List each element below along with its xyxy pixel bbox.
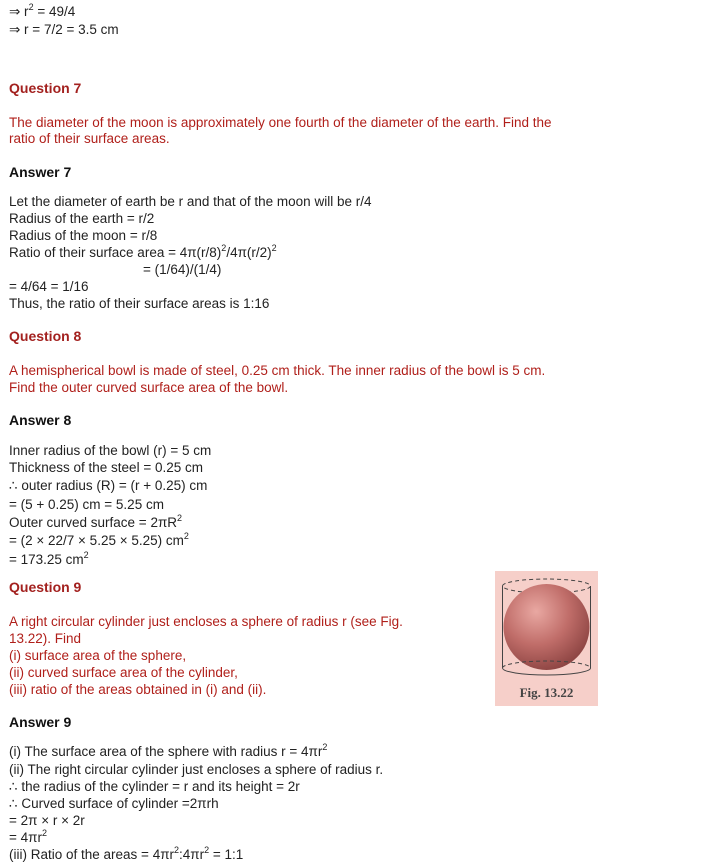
- answer-8-line-6-text: = (2 × 22/7 × 5.25 × 5.25) cm: [9, 533, 184, 548]
- answer-7-line-5: = (1/64)/(1/4): [143, 262, 222, 277]
- intro-line-1: [9, 3, 75, 20]
- answer-8-line-2: Thickness of the steel = 0.25 cm: [9, 460, 203, 475]
- superscript: 2: [271, 242, 277, 253]
- answer-9-line-7-tail: = 1:1: [209, 847, 244, 862]
- question-8-heading: Question 8: [9, 328, 82, 344]
- answer-9-heading: Answer 9: [9, 714, 72, 730]
- answer-7-line-7: Thus, the ratio of their surface areas is 1:16: [9, 296, 270, 311]
- answer-9-line-2: (ii) The right circular cylinder just encloses a sphere of radius r.: [9, 762, 384, 777]
- superscript: 2: [183, 530, 189, 541]
- superscript: 2: [177, 512, 183, 523]
- answer-7-heading: Answer 7: [9, 164, 72, 180]
- answer-9-line-7-mid: :4πr: [179, 847, 205, 862]
- figure-caption: Fig. 13.22: [519, 685, 574, 700]
- answer-8-line-7-text: = 173.25 cm: [9, 552, 84, 567]
- superscript: 2: [83, 549, 89, 560]
- question-9-text-line-4: (ii) curved surface area of the cylinder,: [9, 665, 238, 680]
- question-9-heading: Question 9: [9, 579, 82, 595]
- answer-8-line-7: [9, 551, 89, 568]
- answer-9-line-1-text: (i) The surface area of the sphere with radius r = 4πr: [9, 744, 323, 759]
- question-9-text-line-3: (i) surface area of the sphere,: [9, 648, 187, 663]
- question-7-heading: Question 7: [9, 80, 82, 96]
- question-8-text-line-1: A hemispherical bowl is made of steel, 0.25 cm thick. The inner radius of the bowl is 5 cm.: [9, 363, 546, 378]
- question-9-text-line-5: (iii) ratio of the areas obtained in (i) and (ii).: [9, 682, 267, 697]
- question-7-text-line-2: ratio of their surface areas.: [9, 131, 170, 146]
- answer-9-line-1: [9, 743, 327, 760]
- superscript: 2: [204, 844, 210, 855]
- intro-line-1-tail: = 49/4: [33, 4, 76, 19]
- answer-7-line-4: [9, 244, 277, 261]
- answer-8-heading: Answer 8: [9, 412, 72, 428]
- answer-9-line-5: = 2π × r × 2r: [9, 813, 85, 828]
- answer-9-line-7-text: (iii) Ratio of the areas = 4πr: [9, 847, 175, 862]
- answer-8-line-5-text: Outer curved surface = 2πR: [9, 515, 178, 530]
- question-8-text-line-2: Find the outer curved surface area of the bowl.: [9, 380, 289, 395]
- question-9-text-line-1: A right circular cylinder just encloses a sphere of radius r (see Fig.: [9, 614, 403, 629]
- superscript: 2: [322, 741, 328, 752]
- answer-8-line-5: [9, 514, 182, 531]
- answer-8-line-6: [9, 532, 189, 549]
- figure-cylinder-sphere: [495, 571, 598, 706]
- superscript: 2: [221, 242, 227, 253]
- question-7-text-line-1: The diameter of the moon is approximately one fourth of the diameter of the earth. Find the: [9, 115, 552, 130]
- superscript: 2: [174, 844, 180, 855]
- answer-9-line-4: ∴ Curved surface of cylinder =2πrh: [9, 796, 219, 811]
- intro-line-1-text: ⇒ r: [9, 4, 29, 19]
- superscript: 2: [28, 1, 34, 12]
- question-9-text-line-2: 13.22). Find: [9, 631, 82, 646]
- answer-9-line-6: [9, 829, 47, 846]
- answer-9-line-6-text: = 4πr: [9, 830, 42, 845]
- answer-8-line-3: ∴ outer radius (R) = (r + 0.25) cm: [9, 478, 208, 493]
- answer-7-line-2: Radius of the earth = r/2: [9, 211, 155, 226]
- answer-8-line-4: = (5 + 0.25) cm = 5.25 cm: [9, 497, 164, 512]
- answer-7-line-1: Let the diameter of earth be r and that of the moon will be r/4: [9, 194, 372, 209]
- answer-7-line-6: = 4/64 = 1/16: [9, 279, 89, 294]
- answer-9-line-3: ∴ the radius of the cylinder = r and its height = 2r: [9, 779, 300, 794]
- answer-8-line-1: Inner radius of the bowl (r) = 5 cm: [9, 443, 212, 458]
- answer-9-line-7: [9, 846, 243, 863]
- answer-7-line-3: Radius of the moon = r/8: [9, 228, 158, 243]
- answer-7-line-4-mid: /4π(r/2): [226, 245, 272, 260]
- sphere: [504, 584, 590, 670]
- superscript: 2: [41, 827, 47, 838]
- answer-7-line-4-text: Ratio of their surface area = 4π(r/8): [9, 245, 222, 260]
- intro-line-2: ⇒ r = 7/2 = 3.5 cm: [9, 22, 119, 37]
